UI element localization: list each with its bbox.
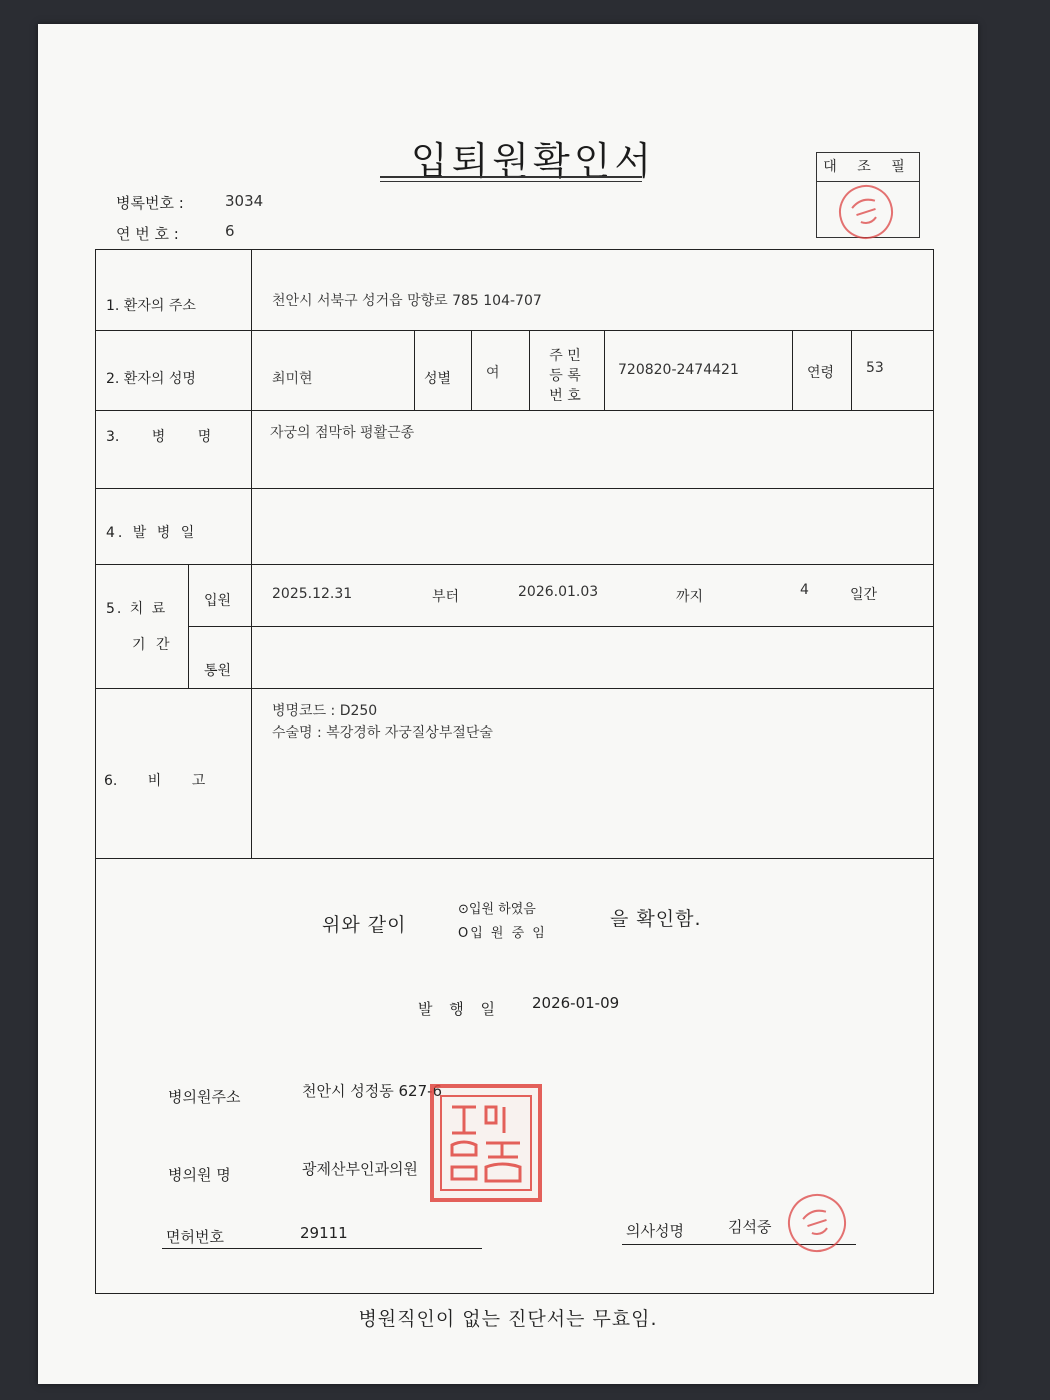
confirm-option-admitted: ⊙입원 하였음 <box>458 902 536 917</box>
hospital-address-label: 병의원주소 <box>168 1088 241 1106</box>
confirm-seal <box>832 178 900 246</box>
patient-name: 최미현 <box>272 371 313 387</box>
document-title: 입퇴원확인서 <box>410 139 656 183</box>
confirm-box <box>816 152 920 238</box>
seal-mark-icon <box>841 187 891 237</box>
treatment-period-label: 기 간 <box>132 637 173 653</box>
outpatient-label: 통원 <box>204 663 232 679</box>
disease-label: 3. 병 명 <box>106 429 212 445</box>
serial-number: 6 <box>225 222 235 240</box>
name-label: 2. 환자의 성명 <box>106 371 196 387</box>
license-label: 면허번호 <box>166 1228 224 1246</box>
patient-gender: 여 <box>486 365 500 381</box>
doctor-label: 의사성명 <box>626 1222 684 1240</box>
remarks-surgery: 수술명 : 복강경하 자궁질상부절단술 <box>272 725 493 741</box>
issue-date-label: 발 행 일 <box>418 1000 502 1018</box>
inpatient-from: 2025.12.31 <box>272 586 353 602</box>
record-number-label: 병록번호 : <box>116 194 184 212</box>
hospital-address: 천안시 성정동 627-6 <box>302 1082 443 1100</box>
title-underline <box>380 176 642 178</box>
serial-label: 연 번 호 : <box>116 225 179 243</box>
hospital-name-label: 병의원 명 <box>168 1166 231 1184</box>
rrn-label: 주 민 등 록 번 호 <box>549 348 581 404</box>
address-label: 1. 환자의 주소 <box>106 298 196 314</box>
treatment-days: 4 <box>800 582 809 598</box>
confirm-suffix: 을 확인함. <box>610 908 702 930</box>
hospital-name: 광제산부인과의원 <box>302 1160 418 1178</box>
hospital-seal-icon <box>438 1093 534 1193</box>
disease-name: 자궁의 점막하 평활근종 <box>270 425 415 441</box>
title-underline-thin <box>380 181 642 182</box>
confirm-prefix: 위와 같이 <box>322 914 407 936</box>
days-label: 일간 <box>850 587 878 603</box>
remarks-label: 6. 비 고 <box>104 773 206 789</box>
to-label: 까지 <box>676 589 704 605</box>
footer-note: 병원직인이 없는 진단서는 무효임. <box>358 1308 658 1330</box>
from-label: 부터 <box>432 589 460 605</box>
patient-rrn: 720820-2474421 <box>618 362 739 378</box>
confirm-option-inpatient: O입 원 중 임 <box>458 926 547 941</box>
confirm-box-label: 대 조 필 <box>817 153 919 182</box>
treatment-label: 5. 치 료 <box>106 601 168 617</box>
gender-label: 성별 <box>424 371 452 387</box>
record-number: 3034 <box>225 192 264 210</box>
onset-label: 4. 발 병 일 <box>106 525 198 541</box>
patient-address: 천안시 서북구 성거읍 망향로 785 104-707 <box>272 293 542 309</box>
document-page <box>38 24 978 1384</box>
doctor-name: 김석중 <box>728 1218 772 1236</box>
issue-date: 2026-01-09 <box>532 994 620 1012</box>
license-number: 29111 <box>300 1224 348 1242</box>
inpatient-to: 2026.01.03 <box>518 584 599 600</box>
inpatient-label: 입원 <box>204 593 232 609</box>
seal-mark-icon <box>789 1195 844 1250</box>
patient-age: 53 <box>866 360 884 376</box>
remarks-disease-code: 병명코드 : D250 <box>272 703 378 719</box>
hospital-seal <box>430 1084 542 1202</box>
age-label: 연령 <box>807 365 835 381</box>
